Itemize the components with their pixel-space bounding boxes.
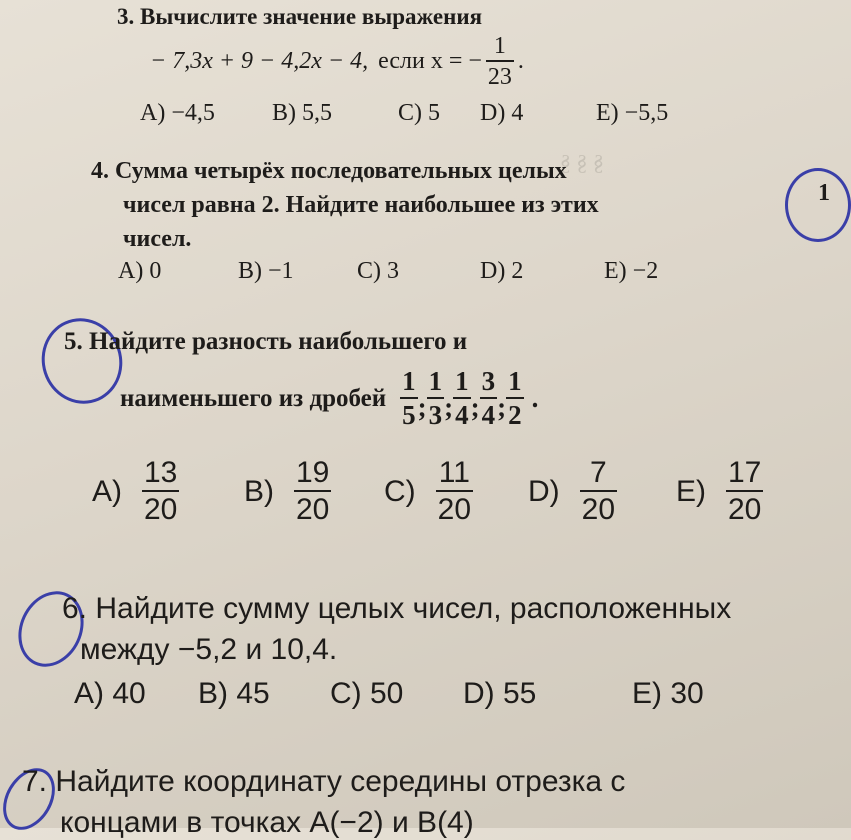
q4-line-2: чисел равна 2. Найдите наибольшее из этих bbox=[123, 192, 599, 218]
q4-option-b: B) −1 bbox=[238, 258, 294, 284]
q5-fraction-3: $\frac{1}{4}$ bbox=[455, 366, 469, 430]
q3-option-b: B) 5,5 bbox=[272, 100, 332, 126]
q3-x-fraction bbox=[486, 34, 514, 89]
q3-x-numerator: 1 bbox=[493, 33, 506, 59]
q6-option-d: D) 55 bbox=[463, 677, 537, 710]
q5-separator: ; bbox=[470, 392, 480, 422]
q6-line-1: 6. Найдите сумму целых чисел, расположенных bbox=[62, 592, 732, 625]
q4-option-e: E) −2 bbox=[604, 258, 659, 284]
q4-option-a: A) 0 bbox=[118, 258, 162, 284]
q5-end-dot: . bbox=[531, 383, 539, 413]
q3-dot: . bbox=[517, 48, 524, 74]
q3-expression-line bbox=[150, 34, 524, 89]
q5-option-b: B) $\frac{19}{20}$ bbox=[244, 456, 330, 526]
q5-separator: ; bbox=[417, 392, 427, 422]
q5-line-2 bbox=[120, 368, 538, 429]
q6-line-2: между −5,2 и 10,4. bbox=[80, 633, 338, 666]
q5-option-e: E) $\frac{17}{20}$ bbox=[676, 456, 762, 526]
q4-line-1: 4. Сумма четырёх последовательных целых bbox=[91, 158, 567, 184]
q5-line-1: 5. Найдите разность наибольшего и bbox=[64, 328, 468, 355]
q5-fraction-4: $\frac{3}{4}$ bbox=[481, 366, 496, 430]
q5-line-2-text: наименьшего из дробей bbox=[120, 384, 387, 412]
q5-separator: ; bbox=[497, 392, 507, 422]
bleed-through-text: § § § bbox=[560, 150, 604, 175]
q5-fraction-5: $\frac{1}{2}$ bbox=[508, 366, 522, 430]
q5-separator: ; bbox=[444, 392, 454, 422]
q4-option-d: D) 2 bbox=[480, 258, 524, 284]
q6-option-e: E) 30 bbox=[632, 677, 704, 710]
q6-option-c: C) 50 bbox=[330, 677, 404, 710]
q3-expression: − 7,3x + 9 − 4,2x − 4, bbox=[150, 48, 369, 74]
q5-option-d: D) $\frac{7}{20}$ bbox=[528, 456, 616, 526]
q5-option-c: C) $\frac{11}{20}$ bbox=[384, 456, 472, 526]
q5-pen-circle bbox=[31, 308, 134, 415]
q5-option-a: A) $\frac{13}{20}$ bbox=[92, 456, 178, 526]
q7-line-2: концами в точках A(−2) и B(4) bbox=[60, 806, 474, 839]
q4-line-3: чисел. bbox=[123, 226, 192, 252]
q5-fraction-2: $\frac{1}{3}$ bbox=[428, 366, 443, 430]
q6-option-a: A) 40 bbox=[74, 677, 146, 710]
q7-line-1: 7. Найдите координату середины отрезка с bbox=[22, 765, 626, 798]
q3-condition: если x = − bbox=[378, 48, 482, 74]
q3-option-a: A) −4,5 bbox=[140, 100, 215, 126]
q6-option-b: B) 45 bbox=[198, 677, 270, 710]
q3-option-e: E) −5,5 bbox=[596, 100, 669, 126]
margin-number: 1 bbox=[818, 180, 830, 206]
q5-fraction-1: $\frac{1}{5}$ bbox=[402, 366, 416, 430]
q3-x-denominator: 23 bbox=[486, 60, 514, 89]
q5-fraction-list bbox=[400, 368, 538, 429]
q4-option-c: C) 3 bbox=[357, 258, 399, 284]
q3-option-c: C) 5 bbox=[398, 100, 440, 126]
q3-option-d: D) 4 bbox=[480, 100, 524, 126]
q3-title: 3. Вычислите значение выражения bbox=[117, 4, 483, 29]
